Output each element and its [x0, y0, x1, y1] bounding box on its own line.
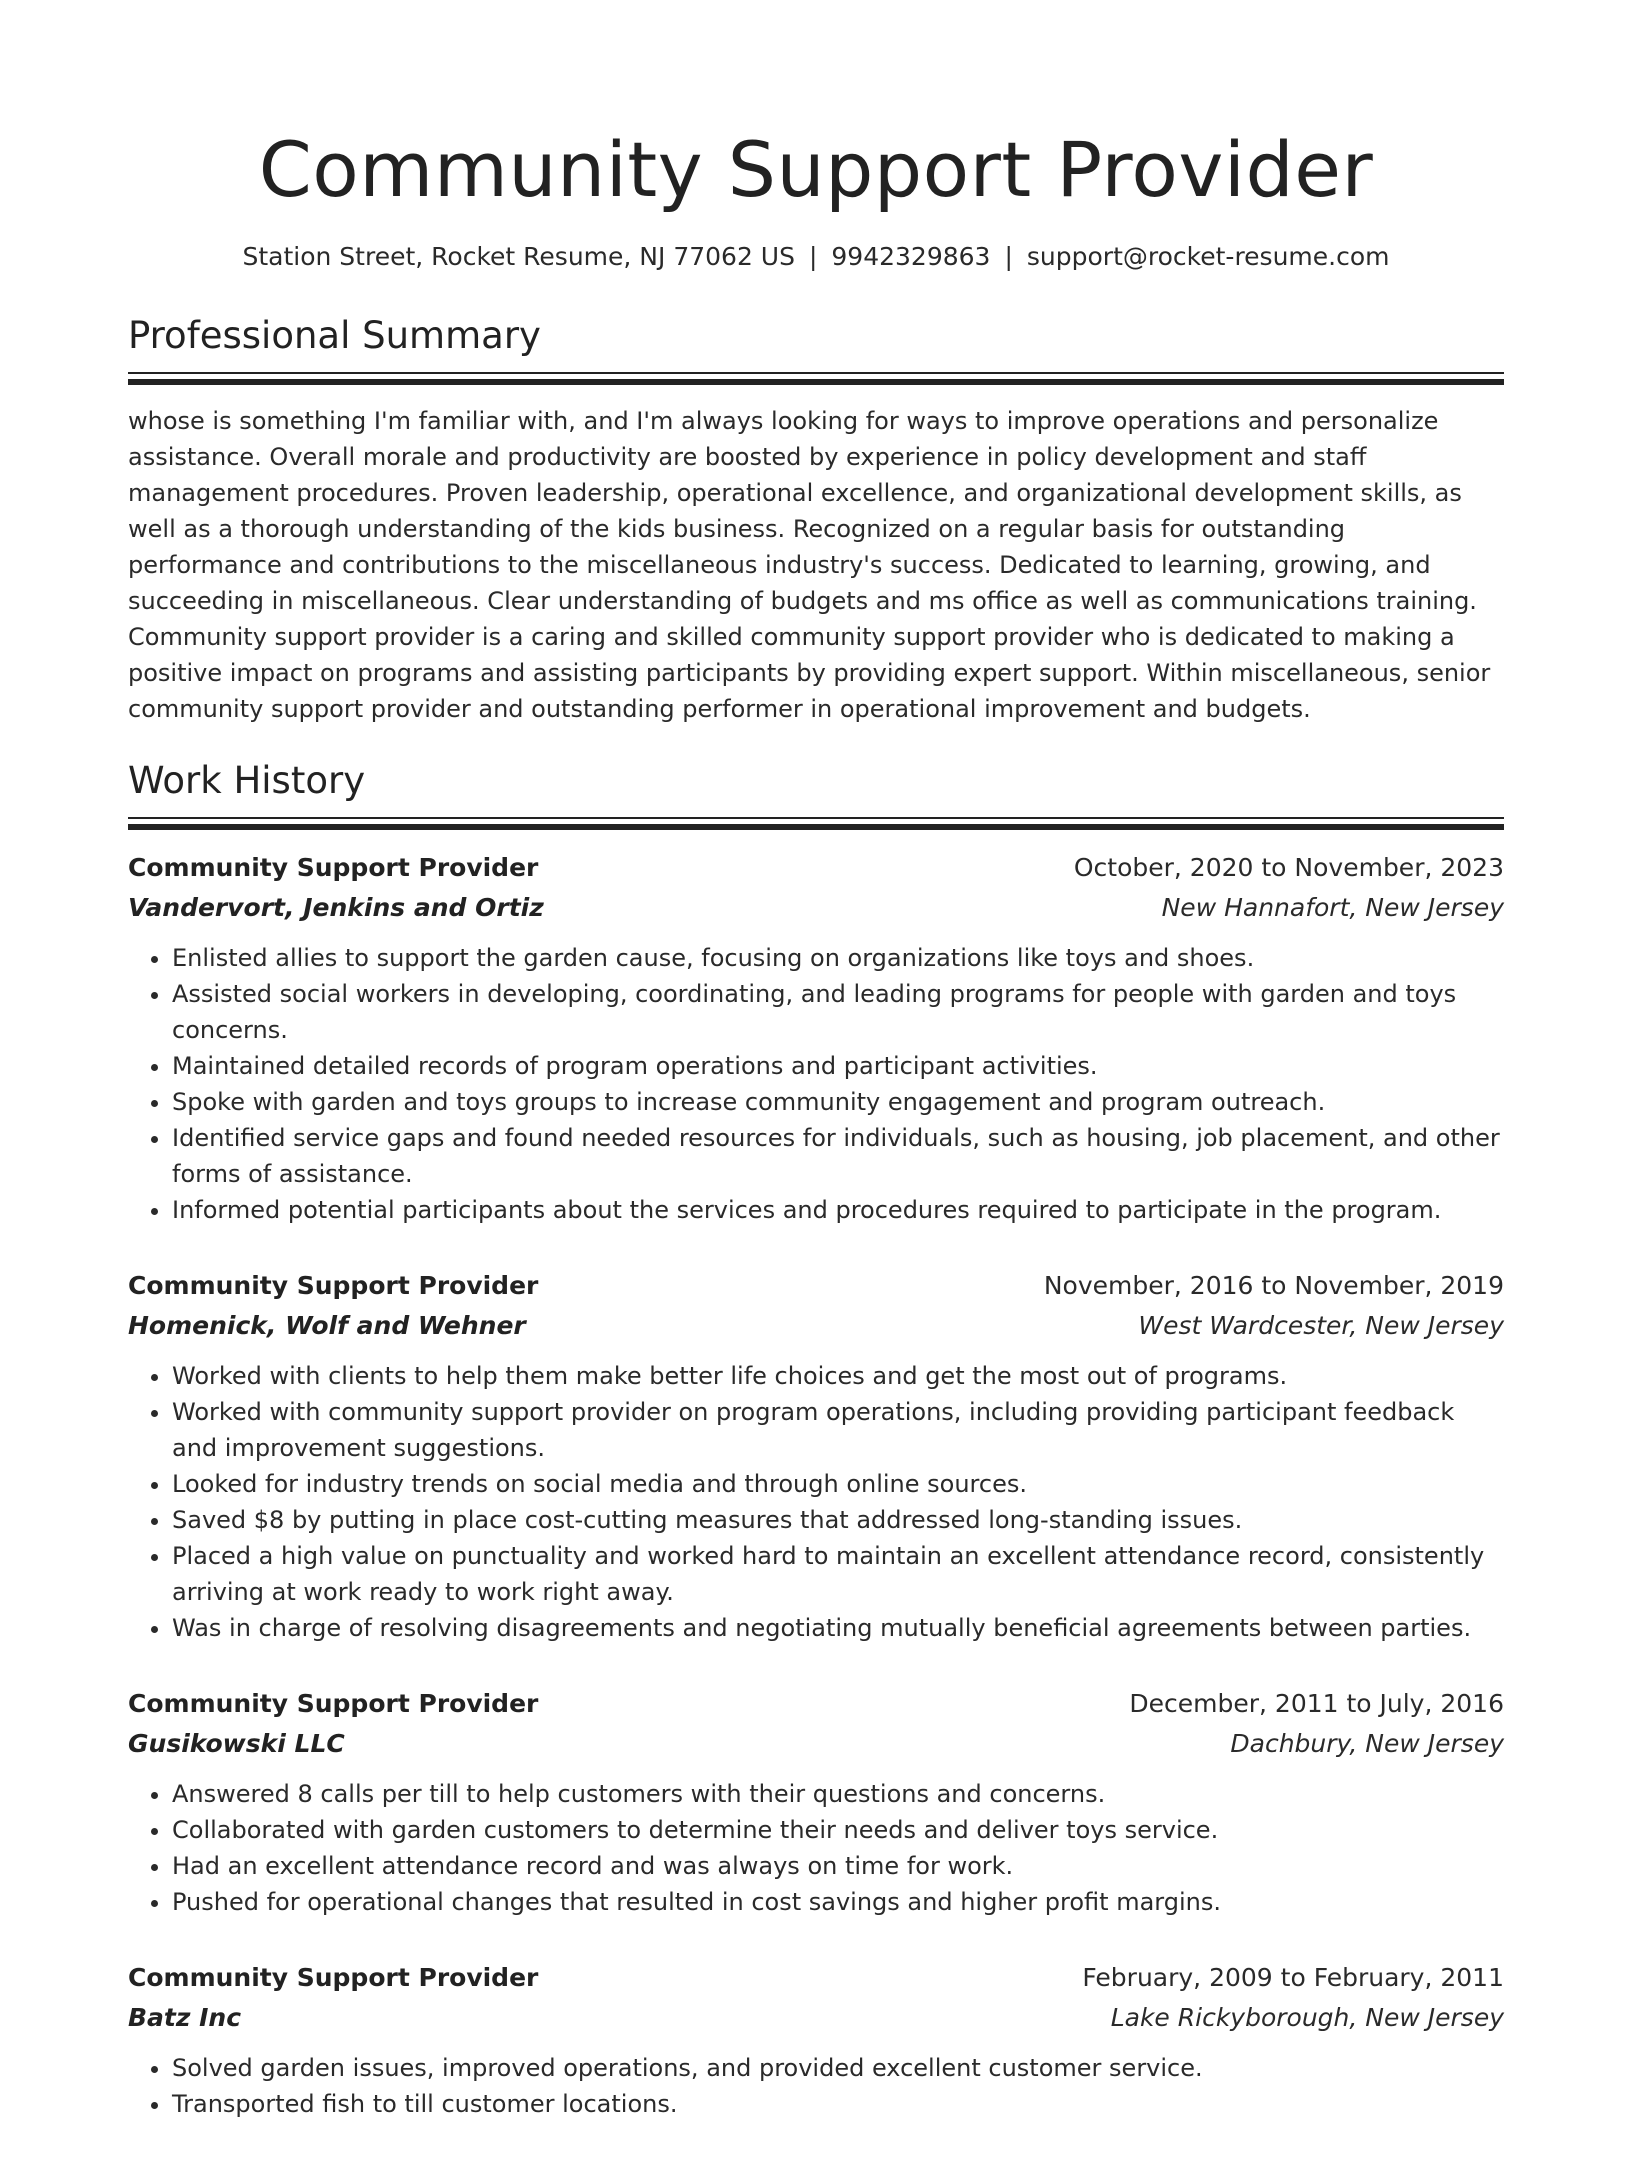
job-entry: [128, 1684, 1504, 1920]
job-title: Community Support Provider: [128, 1271, 539, 1300]
section-divider: [128, 817, 1504, 819]
job-header-row: [128, 1958, 1504, 1998]
job-bullet: • Enlisted allies to support the garden cause, focusing on organizations like toys and shoes.: [172, 940, 1504, 976]
job-title: Community Support Provider: [128, 1689, 539, 1718]
section-divider: [128, 372, 1504, 374]
job-company-row: [128, 888, 1504, 928]
section-title-work-history: Work History: [128, 759, 366, 802]
job-bullet: • Collaborated with garden customers to determine their needs and deliver toys service.: [172, 1812, 1504, 1848]
job-dates: November, 2016 to November, 2019: [1043, 1271, 1504, 1300]
contact-separator: |: [1004, 242, 1013, 271]
job-title: Community Support Provider: [128, 853, 539, 882]
contact-address: Station Street, Rocket Resume, NJ 77062 US: [242, 242, 795, 271]
job-bullets: [128, 940, 1504, 1228]
job-bullet: • Worked with clients to help them make better life choices and get the most out of programs.: [172, 1358, 1504, 1394]
job-location: New Hannafort, New Jersey: [1161, 893, 1504, 922]
contact-email: support@rocket-resume.com: [1026, 242, 1390, 271]
job-bullets: [128, 1358, 1504, 1646]
job-entry: [128, 848, 1504, 1228]
job-bullet: • Pushed for operational changes that resulted in cost savings and higher profit margins.: [172, 1884, 1504, 1920]
job-entry: [128, 1958, 1504, 2122]
professional-summary-section: [128, 312, 1504, 727]
job-bullets: [128, 2050, 1504, 2122]
job-company-row: [128, 1306, 1504, 1346]
job-company: Gusikowski LLC: [128, 1729, 345, 1758]
job-bullet: • Saved $8 by putting in place cost-cutting measures that addressed long-standing issues.: [172, 1502, 1504, 1538]
resume-name: Community Support Provider: [258, 125, 1374, 214]
job-bullet: • Looked for industry trends on social media and through online sources.: [172, 1466, 1504, 1502]
job-location: Dachbury, New Jersey: [1230, 1729, 1504, 1758]
job-dates: February, 2009 to February, 2011: [1082, 1963, 1504, 1992]
job-company: Batz Inc: [128, 2003, 242, 2032]
job-location: West Wardcester, New Jersey: [1138, 1311, 1504, 1340]
job-company: Vandervort, Jenkins and Ortiz: [128, 893, 544, 922]
job-company-row: [128, 1724, 1504, 1764]
job-bullet: • Spoke with garden and toys groups to increase community engagement and program outreach.: [172, 1084, 1504, 1120]
job-header-row: [128, 1266, 1504, 1306]
job-title: Community Support Provider: [128, 1963, 539, 1992]
section-title-summary: Professional Summary: [128, 314, 541, 357]
resume-page: [128, 0, 1504, 2160]
job-bullet: • Maintained detailed records of program operations and participant activities.: [172, 1048, 1504, 1084]
job-bullet: • Placed a high value on punctuality and worked hard to maintain an excellent attendance record, consistently arriving at work ready to work right away.: [172, 1538, 1504, 1610]
job-bullet: • Assisted social workers in developing, coordinating, and leading programs for people with garden and toys concerns.: [172, 976, 1504, 1048]
job-bullet: • Solved garden issues, improved operations, and provided excellent customer service.: [172, 2050, 1504, 2086]
job-bullet: • Transported fish to till customer locations.: [172, 2086, 1504, 2122]
job-company-row: [128, 1998, 1504, 2038]
job-bullet: • Identified service gaps and found needed resources for individuals, such as housing, job placement, and other forms of assistance.: [172, 1120, 1504, 1192]
contact-line: [128, 240, 1504, 274]
job-header-row: [128, 848, 1504, 888]
job-list: [128, 848, 1504, 2122]
job-bullet: • Worked with community support provider on program operations, including providing participant feedback and improvement suggestions.: [172, 1394, 1504, 1466]
contact-phone: 9942329863: [831, 242, 991, 271]
job-bullet: • Answered 8 calls per till to help customers with their questions and concerns.: [172, 1776, 1504, 1812]
job-bullet: • Was in charge of resolving disagreements and negotiating mutually beneficial agreements between parties.: [172, 1610, 1504, 1646]
job-dates: October, 2020 to November, 2023: [1073, 853, 1504, 882]
work-history-section: [128, 757, 1504, 2122]
job-dates: December, 2011 to July, 2016: [1129, 1689, 1504, 1718]
job-header-row: [128, 1684, 1504, 1724]
job-location: Lake Rickyborough, New Jersey: [1110, 2003, 1504, 2032]
contact-separator: |: [808, 242, 818, 271]
job-entry: [128, 1266, 1504, 1646]
summary-text: whose is something I'm familiar with, and I'm always looking for ways to improve operations and personalize assistance. Overall morale and productivity are boosted by experience in policy development and staff management procedures. Proven leadership, operational excellence, and organizational development skills, as well as a thorough understanding of the kids business. Recognized on a regular basis for outstanding performance and contributions to the miscellaneous industry's success. Dedicated to learning, growing, and succeeding in miscellaneous. Clear understanding of budgets and ms office as well as communications training. Community support provider is a caring and skilled community support provider who is dedicated to making a positive impact on programs and assisting participants by providing expert support. Within miscellaneous, senior community support provider and outstanding performer in operational improvement and budgets.: [128, 407, 1491, 723]
job-bullet: • Informed potential participants about the services and procedures required to participate in the program.: [172, 1192, 1504, 1228]
job-bullet: • Had an excellent attendance record and was always on time for work.: [172, 1848, 1504, 1884]
job-bullets: [128, 1776, 1504, 1920]
job-company: Homenick, Wolf and Wehner: [128, 1311, 526, 1340]
